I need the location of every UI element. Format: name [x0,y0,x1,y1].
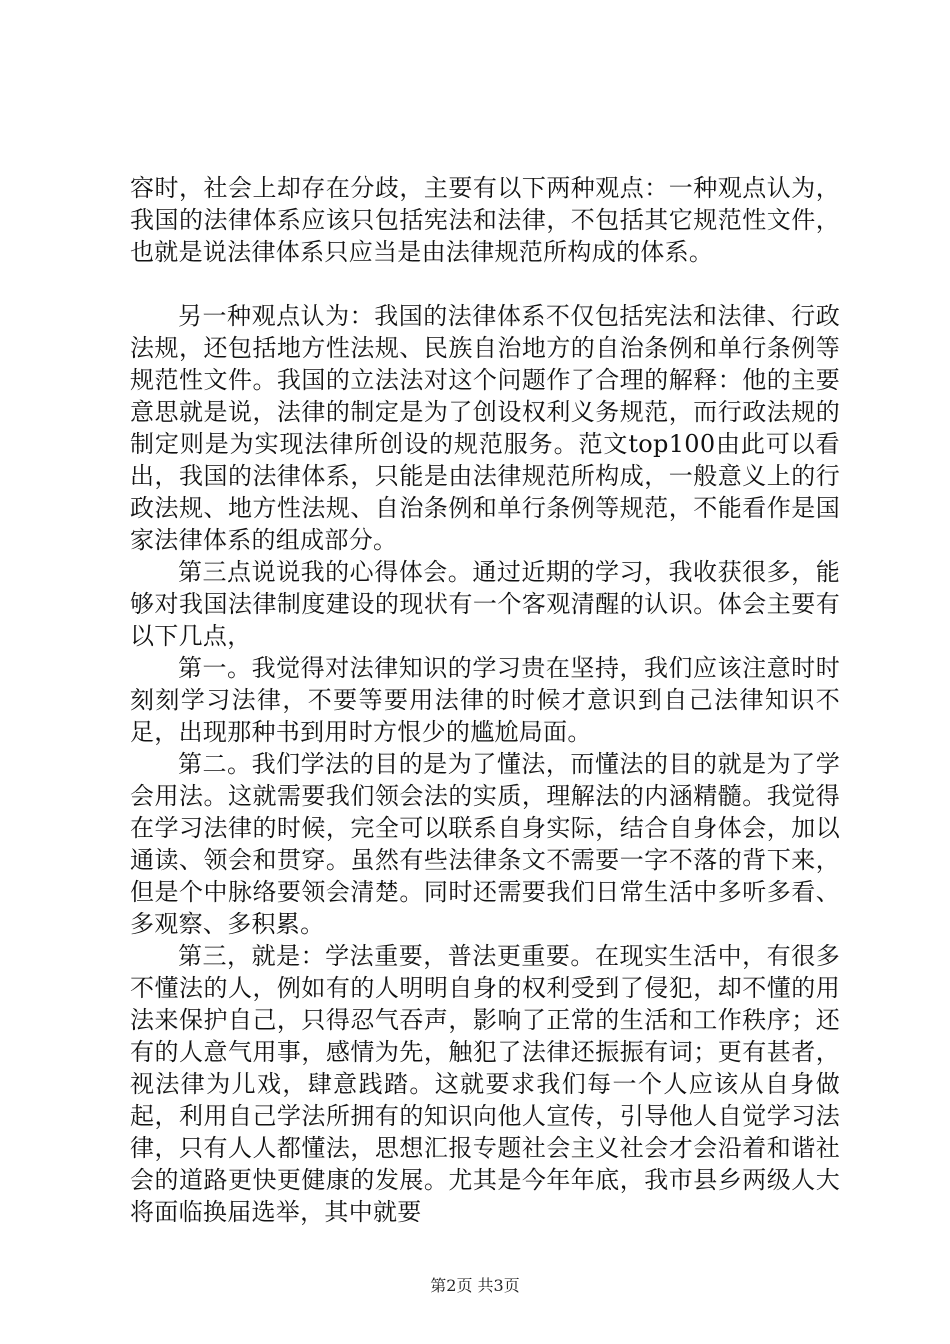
paragraph-6: 第三，就是：学法重要，普法更重要。在现实生活中，有很多不懂法的人，例如有的人明明自身的权利受到了侵犯，却不懂的用法来保护自己，只得忍气吞声，影响了正常的生活和工作秩序；还有的人意气用事，感情为先，触犯了法律还振振有词；更有甚者，视法律为儿戏，肆意践踏。这就要求我们每一个人应该从自身做起，利用自己学法所拥有的知识向他人宣传，引导他人自觉学习法律，只有人人都懂法，思想汇报专题社会主义社会才会沿着和谐社会的道路更快更健康的发展。尤其是今年年底，我市县乡两级人大将面临换届选举，其中就要 [130,942,840,1226]
paragraph-2: 另一种观点认为：我国的法律体系不仅包括宪法和法律、行政法规，还包括地方性法规、民族自治地方的自治条例和单行条例等规范性文件。我国的立法法对这个问题作了合理的解释：他的主要意思就是说，法律的制定是为了创设权利义务规范，而行政法规的制定则是为实现法律所创设的规范服务。范文top100由此可以看出，我国的法律体系，只能是由法律规范所构成，一般意义上的行政法规、地方性法规、自治条例和单行条例等规范，不能看作是国家法律体系的组成部分。 [130,302,840,554]
paragraph-3: 第三点说说我的心得体会。通过近期的学习，我收获很多，能够对我国法律制度建设的现状有一个客观清醒的认识。体会主要有以下几点， [130,558,840,650]
paragraph-4: 第一。我觉得对法律知识的学习贵在坚持，我们应该注意时时刻刻学习法律，不要等要用法律的时候才意识到自己法律知识不足，出现那种书到用时方恨少的尴尬局面。 [130,654,840,746]
document-body [130,172,840,1228]
paragraph-gap [130,268,840,300]
page-footer: 第2页 共3页 [430,1276,520,1295]
paragraph-1: 容时，社会上却存在分歧，主要有以下两种观点：一种观点认为，我国的法律体系应该只包括宪法和法律，不包括其它规范性文件，也就是说法律体系只应当是由法律规范所构成的体系。 [130,174,840,266]
paragraph-5: 第二。我们学法的目的是为了懂法，而懂法的目的就是为了学会用法。这就需要我们领会法的实质，理解法的内涵精髓。我觉得在学习法律的时候，完全可以联系自身实际，结合自身体会，加以通读、领会和贯穿。虽然有些法律条文不需要一字不落的背下来，但是个中脉络要领会清楚。同时还需要我们日常生活中多听多看、多观察、多积累。 [130,750,840,938]
